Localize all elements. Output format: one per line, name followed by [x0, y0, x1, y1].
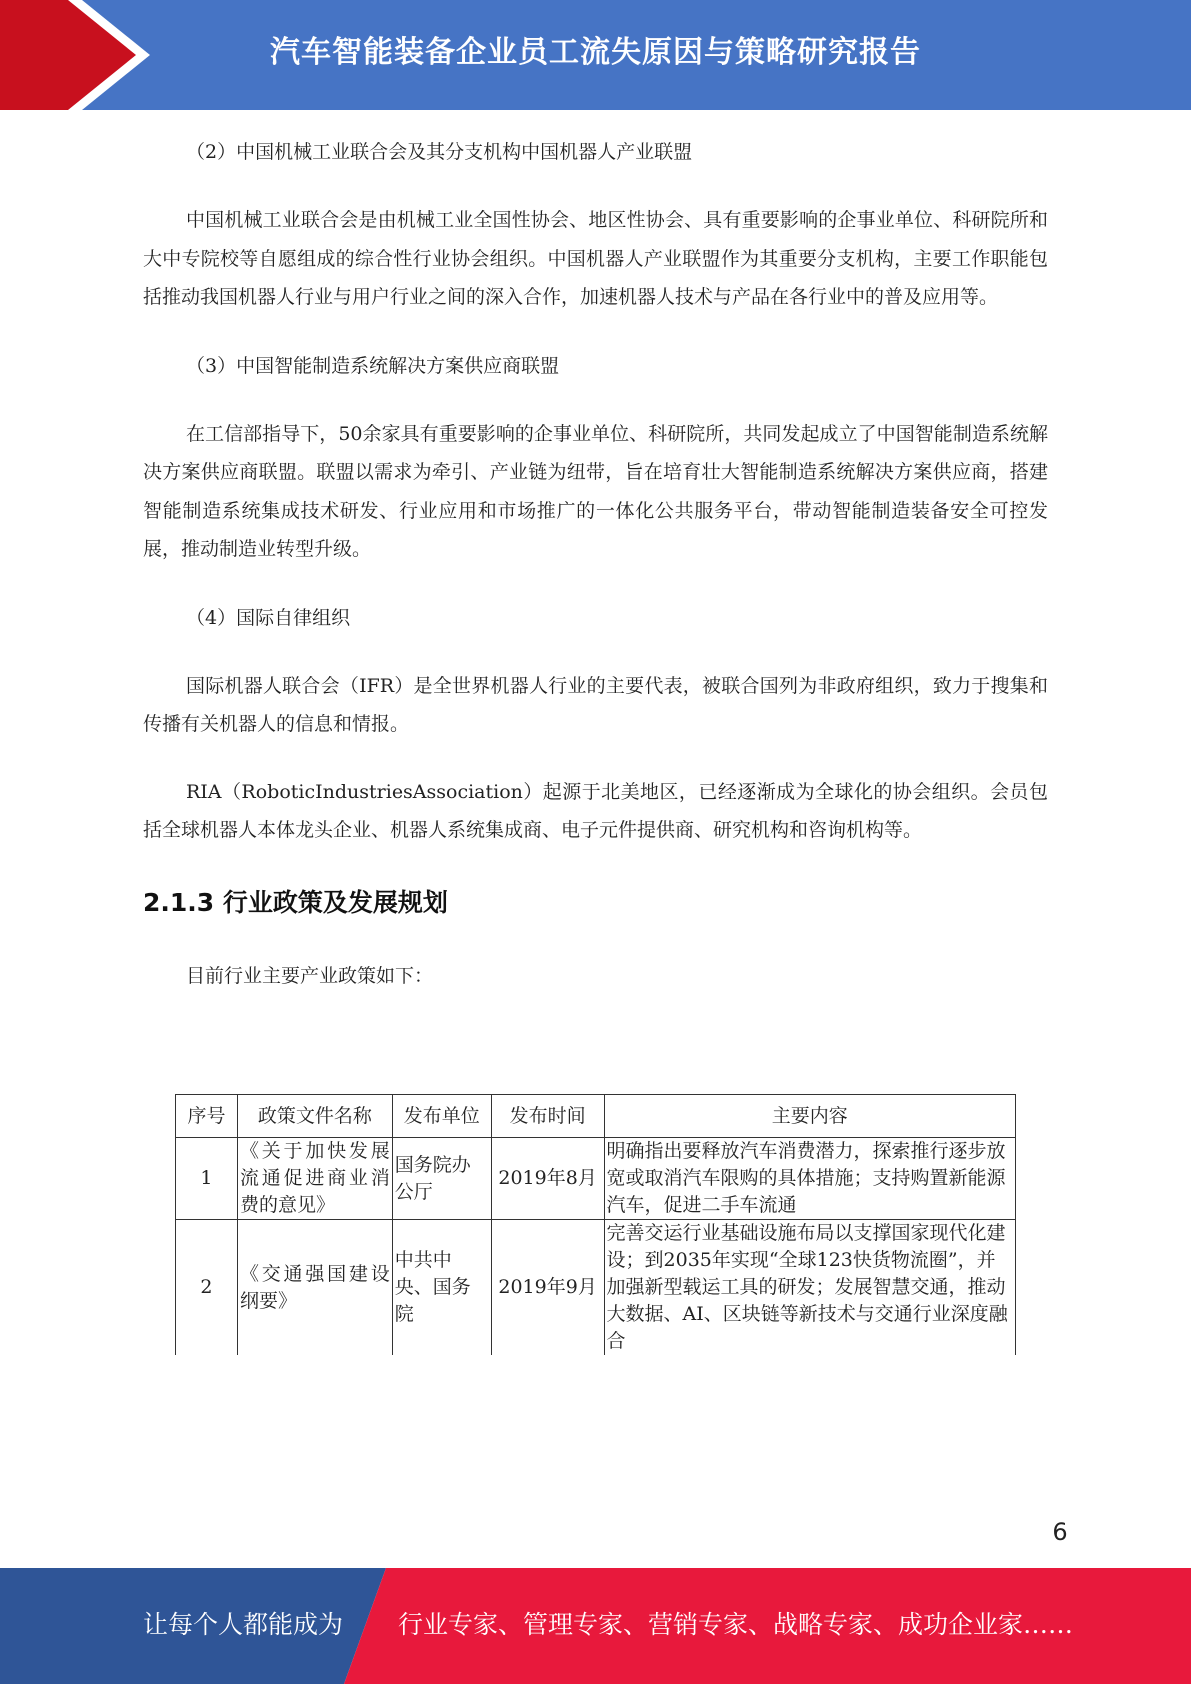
paragraph-ifr: 国际机器人联合会（IFR）是全世界机器人行业的主要代表，被联合国列为非政府组织，致力于搜集和传播有关机器人的信息和情报。	[143, 674, 1048, 735]
cell-name: 《关于加快发展流通促进商业消费的意见》	[237, 1138, 392, 1220]
cell-no: 1	[176, 1138, 238, 1220]
cell-unit: 国务院办公厅	[392, 1138, 491, 1220]
subheading-3: （3）中国智能制造系统解决方案供应商联盟	[186, 354, 560, 377]
header-name: 政策文件名称	[237, 1095, 392, 1138]
subheading-2: （2）中国机械工业联合会及其分支机构中国机器人产业联盟	[186, 141, 693, 163]
table-row	[176, 1220, 1016, 1356]
paragraph-ria: RIA（RoboticIndustriesAssociation）起源于北美地区，已经逐渐成为全球化的协会组织。会员包括全球机器人本体龙头企业、机器人系统集成商、电子元件提供商、研究机构和咨询机构等。	[143, 780, 1048, 841]
paragraph-alliance: 在工信部指导下，50余家具有重要影响的企事业单位、科研院所，共同发起成立了中国智能制造系统解决方案供应商联盟。联盟以需求为牵引、产业链为纽带，旨在培育壮大智能制造系统解决方案供应商，搭建智能制造系统集成技术研发、行业应用和市场推广的一体化公共服务平台，带动智能制造装备安全可控发展，推动制造业转型升级。	[143, 422, 1048, 560]
footer-slogan-left: 让每个人都能成为	[143, 1610, 344, 1639]
paragraph-cmif: 中国机械工业联合会是由机械工业全国性协会、地区性协会、具有重要影响的企事业单位、科研院所和大中专院校等自愿组成的综合性行业协会组织。中国机器人产业联盟作为其重要分支机构，主要工作职能包括推动我国机器人行业与用户行业之间的深入合作，加速机器人技术与产品在各行业中的普及应用等。	[143, 209, 1048, 308]
main-content	[143, 132, 1048, 996]
header-arrow-decoration	[0, 0, 160, 110]
cell-content: 明确指出要释放汽车消费潜力，探索推行逐步放宽或取消汽车限购的具体措施；支持购置新能源汽车，促进二手车流通	[604, 1138, 1015, 1220]
page-header	[0, 0, 1191, 110]
cell-date: 2019年9月	[491, 1220, 604, 1356]
subheading-4: （4）国际自律组织	[186, 606, 351, 629]
cell-no: 2	[176, 1220, 238, 1356]
table-intro: 目前行业主要产业政策如下：	[186, 964, 434, 987]
section-heading: 2.1.3 行业政策及发展规划	[143, 887, 448, 917]
cell-content: 完善交运行业基础设施布局以支撑国家现代化建设；到2035年实现“全球123快货物流圈”，并加强新型载运工具的研发；发展智慧交通，推动大数据、AI、区块链等新技术与交通行业深度融合	[604, 1220, 1015, 1356]
header-content: 主要内容	[604, 1095, 1015, 1138]
page-number: 6	[1052, 1518, 1068, 1546]
header-unit: 发布单位	[392, 1095, 491, 1138]
report-title: 汽车智能装备企业员工流失原因与策略研究报告	[270, 35, 921, 70]
cell-unit: 中共中央、国务院	[392, 1220, 491, 1356]
cell-date: 2019年8月	[491, 1138, 604, 1220]
policy-table	[175, 1094, 1016, 1355]
table-row	[176, 1138, 1016, 1220]
table-header-row	[176, 1095, 1016, 1138]
header-date: 发布时间	[491, 1095, 604, 1138]
page-footer	[0, 1568, 1191, 1684]
header-no: 序号	[176, 1095, 238, 1138]
footer-slogan-right: 行业专家、管理专家、营销专家、战略专家、成功企业家……	[398, 1610, 1074, 1639]
cell-name: 《交通强国建设纲要》	[237, 1220, 392, 1356]
